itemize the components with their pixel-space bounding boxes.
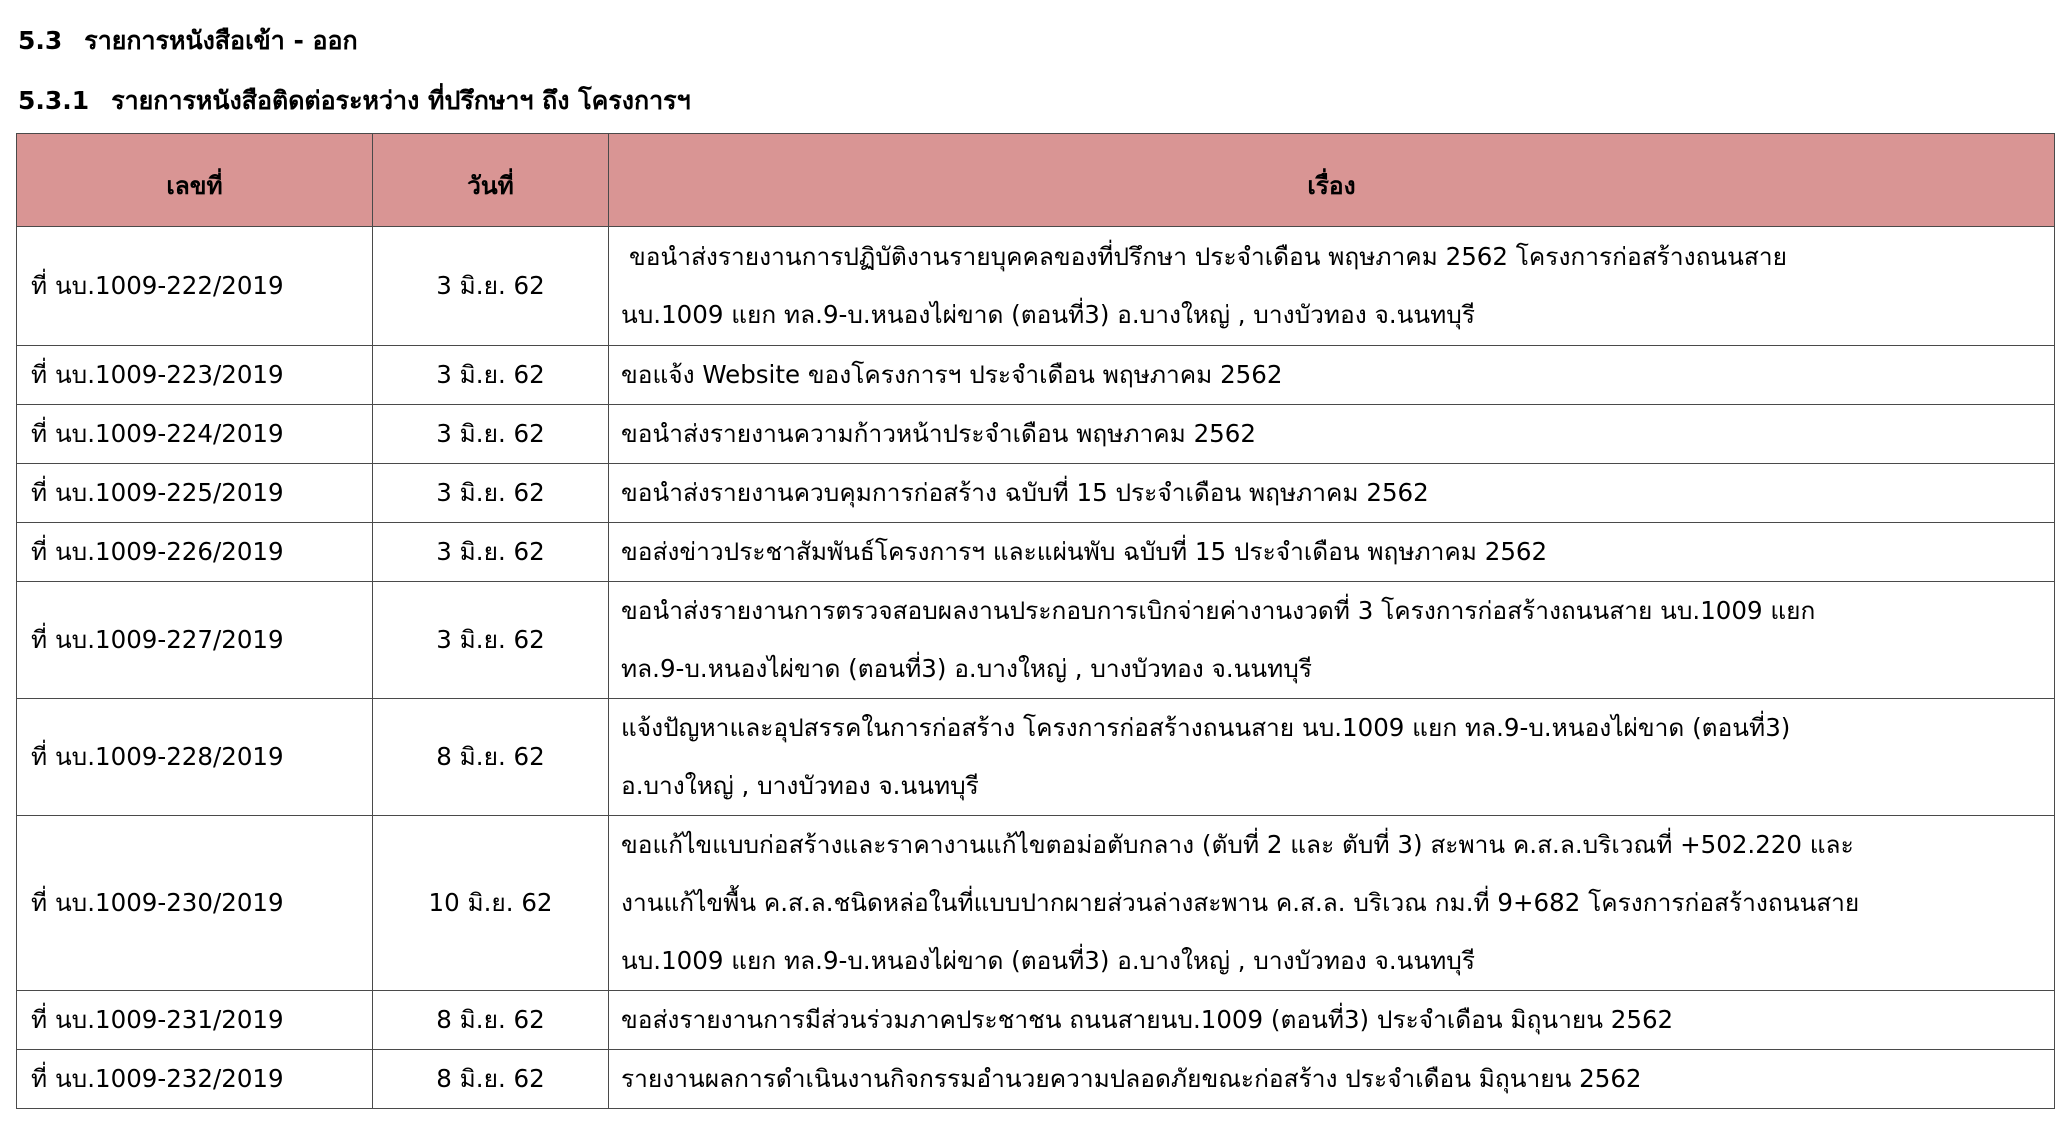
table-header-row [17,134,2055,227]
subject-line: ขอนำส่งรายงานควบคุมการก่อสร้าง ฉบับที่ 15 ประจำเดือน พฤษภาคม 2562 [621,478,1429,507]
letter-date: 10 มิ.ย. 62 [373,816,609,991]
subject-line: นบ.1009 แยก ทล.9-บ.หนองไผ่ขาด (ตอนที่3) อ.บางใหญ่ , บางบัวทอง จ.นนทบุรี [621,946,1476,975]
letter-number: ที่ นบ.1009-225/2019 [17,464,373,523]
letter-subject [609,405,2055,464]
subject-line: ขอนำส่งรายงานความก้าวหน้าประจำเดือน พฤษภาคม 2562 [621,419,1256,448]
subject-line: ขอส่งรายงานการมีส่วนร่วมภาคประชาชน ถนนสายนบ.1009 (ตอนที่3) ประจำเดือน มิถุนายน 2562 [621,1005,1674,1034]
column-header-date: วันที่ [373,134,609,227]
letter-number: ที่ นบ.1009-222/2019 [17,227,373,346]
letter-date: 3 มิ.ย. 62 [373,523,609,582]
letter-date: 3 มิ.ย. 62 [373,346,609,405]
letter-subject [609,227,2055,346]
letter-number: ที่ นบ.1009-232/2019 [17,1050,373,1109]
table-row [17,346,2055,405]
letters-table [16,133,2055,1109]
subject-line: ขอนำส่งรายงานการปฏิบัติงานรายบุคคลของที่ปรึกษา ประจำเดือน พฤษภาคม 2562 โครงการก่อสร้างถนนสาย [629,242,1787,271]
subsection-title: รายการหนังสือติดต่อระหว่าง ที่ปรึกษาฯ ถึง โครงการฯ [111,86,691,115]
subsection-heading [18,84,691,118]
table-row [17,405,2055,464]
letter-subject [609,699,2055,816]
letter-date: 8 มิ.ย. 62 [373,991,609,1050]
table-row [17,523,2055,582]
column-header-subject: เรื่อง [609,134,2055,227]
subject-line: งานแก้ไขพื้น ค.ส.ล.ชนิดหล่อในที่แบบปากผายส่วนล่างสะพาน ค.ส.ล. บริเวณ กม.ที่ 9+682 โครงการก่อสร้างถนนสาย [621,888,1860,917]
letter-date: 8 มิ.ย. 62 [373,699,609,816]
table-row [17,991,2055,1050]
section-heading [18,24,358,58]
letter-date: 3 มิ.ย. 62 [373,464,609,523]
letter-date: 3 มิ.ย. 62 [373,405,609,464]
subject-line: นบ.1009 แยก ทล.9-บ.หนองไผ่ขาด (ตอนที่3) อ.บางใหญ่ , บางบัวทอง จ.นนทบุรี [621,300,1476,329]
subject-line: ขอนำส่งรายงานการตรวจสอบผลงานประกอบการเบิกจ่ายค่างานงวดที่ 3 โครงการก่อสร้างถนนสาย นบ.1009 แยก [621,596,1816,625]
letter-number: ที่ นบ.1009-226/2019 [17,523,373,582]
table-row [17,1050,2055,1109]
letter-subject [609,991,2055,1050]
section-number: 5.3 [18,26,63,55]
letter-subject [609,1050,2055,1109]
table-row [17,816,2055,991]
letter-subject [609,346,2055,405]
section-title: รายการหนังสือเข้า - ออก [84,26,358,55]
letter-number: ที่ นบ.1009-227/2019 [17,582,373,699]
subject-line: ขอแจ้ง Website ของโครงการฯ ประจำเดือน พฤษภาคม 2562 [621,360,1283,389]
letter-date: 3 มิ.ย. 62 [373,227,609,346]
column-header-number: เลขที่ [17,134,373,227]
subsection-number: 5.3.1 [18,86,90,115]
letter-subject [609,464,2055,523]
table-row [17,699,2055,816]
letter-subject [609,582,2055,699]
letter-subject [609,816,2055,991]
letter-number: ที่ นบ.1009-228/2019 [17,699,373,816]
subject-line: แจ้งปัญหาและอุปสรรคในการก่อสร้าง โครงการก่อสร้างถนนสาย นบ.1009 แยก ทล.9-บ.หนองไผ่ขาด (ตอนที่3) [621,713,1791,742]
subject-line: ขอแก้ไขแบบก่อสร้างและราคางานแก้ไขตอม่อตับกลาง (ตับที่ 2 และ ตับที่ 3) สะพาน ค.ส.ล.บริเวณที่ +502.220 และ [621,830,1854,859]
subject-line: ทล.9-บ.หนองไผ่ขาด (ตอนที่3) อ.บางใหญ่ , บางบัวทอง จ.นนทบุรี [621,654,1313,683]
letter-date: 8 มิ.ย. 62 [373,1050,609,1109]
subject-line: ขอส่งข่าวประชาสัมพันธ์โครงการฯ และแผ่นพับ ฉบับที่ 15 ประจำเดือน พฤษภาคม 2562 [621,537,1548,566]
letter-number: ที่ นบ.1009-230/2019 [17,816,373,991]
subject-line: รายงานผลการดำเนินงานกิจกรรมอำนวยความปลอดภัยขณะก่อสร้าง ประจำเดือน มิถุนายน 2562 [621,1064,1642,1093]
subject-line: อ.บางใหญ่ , บางบัวทอง จ.นนทบุรี [621,771,979,800]
table-row [17,582,2055,699]
letter-number: ที่ นบ.1009-223/2019 [17,346,373,405]
letter-number: ที่ นบ.1009-231/2019 [17,991,373,1050]
table-row [17,227,2055,346]
letter-date: 3 มิ.ย. 62 [373,582,609,699]
letter-number: ที่ นบ.1009-224/2019 [17,405,373,464]
letter-subject [609,523,2055,582]
table-row [17,464,2055,523]
